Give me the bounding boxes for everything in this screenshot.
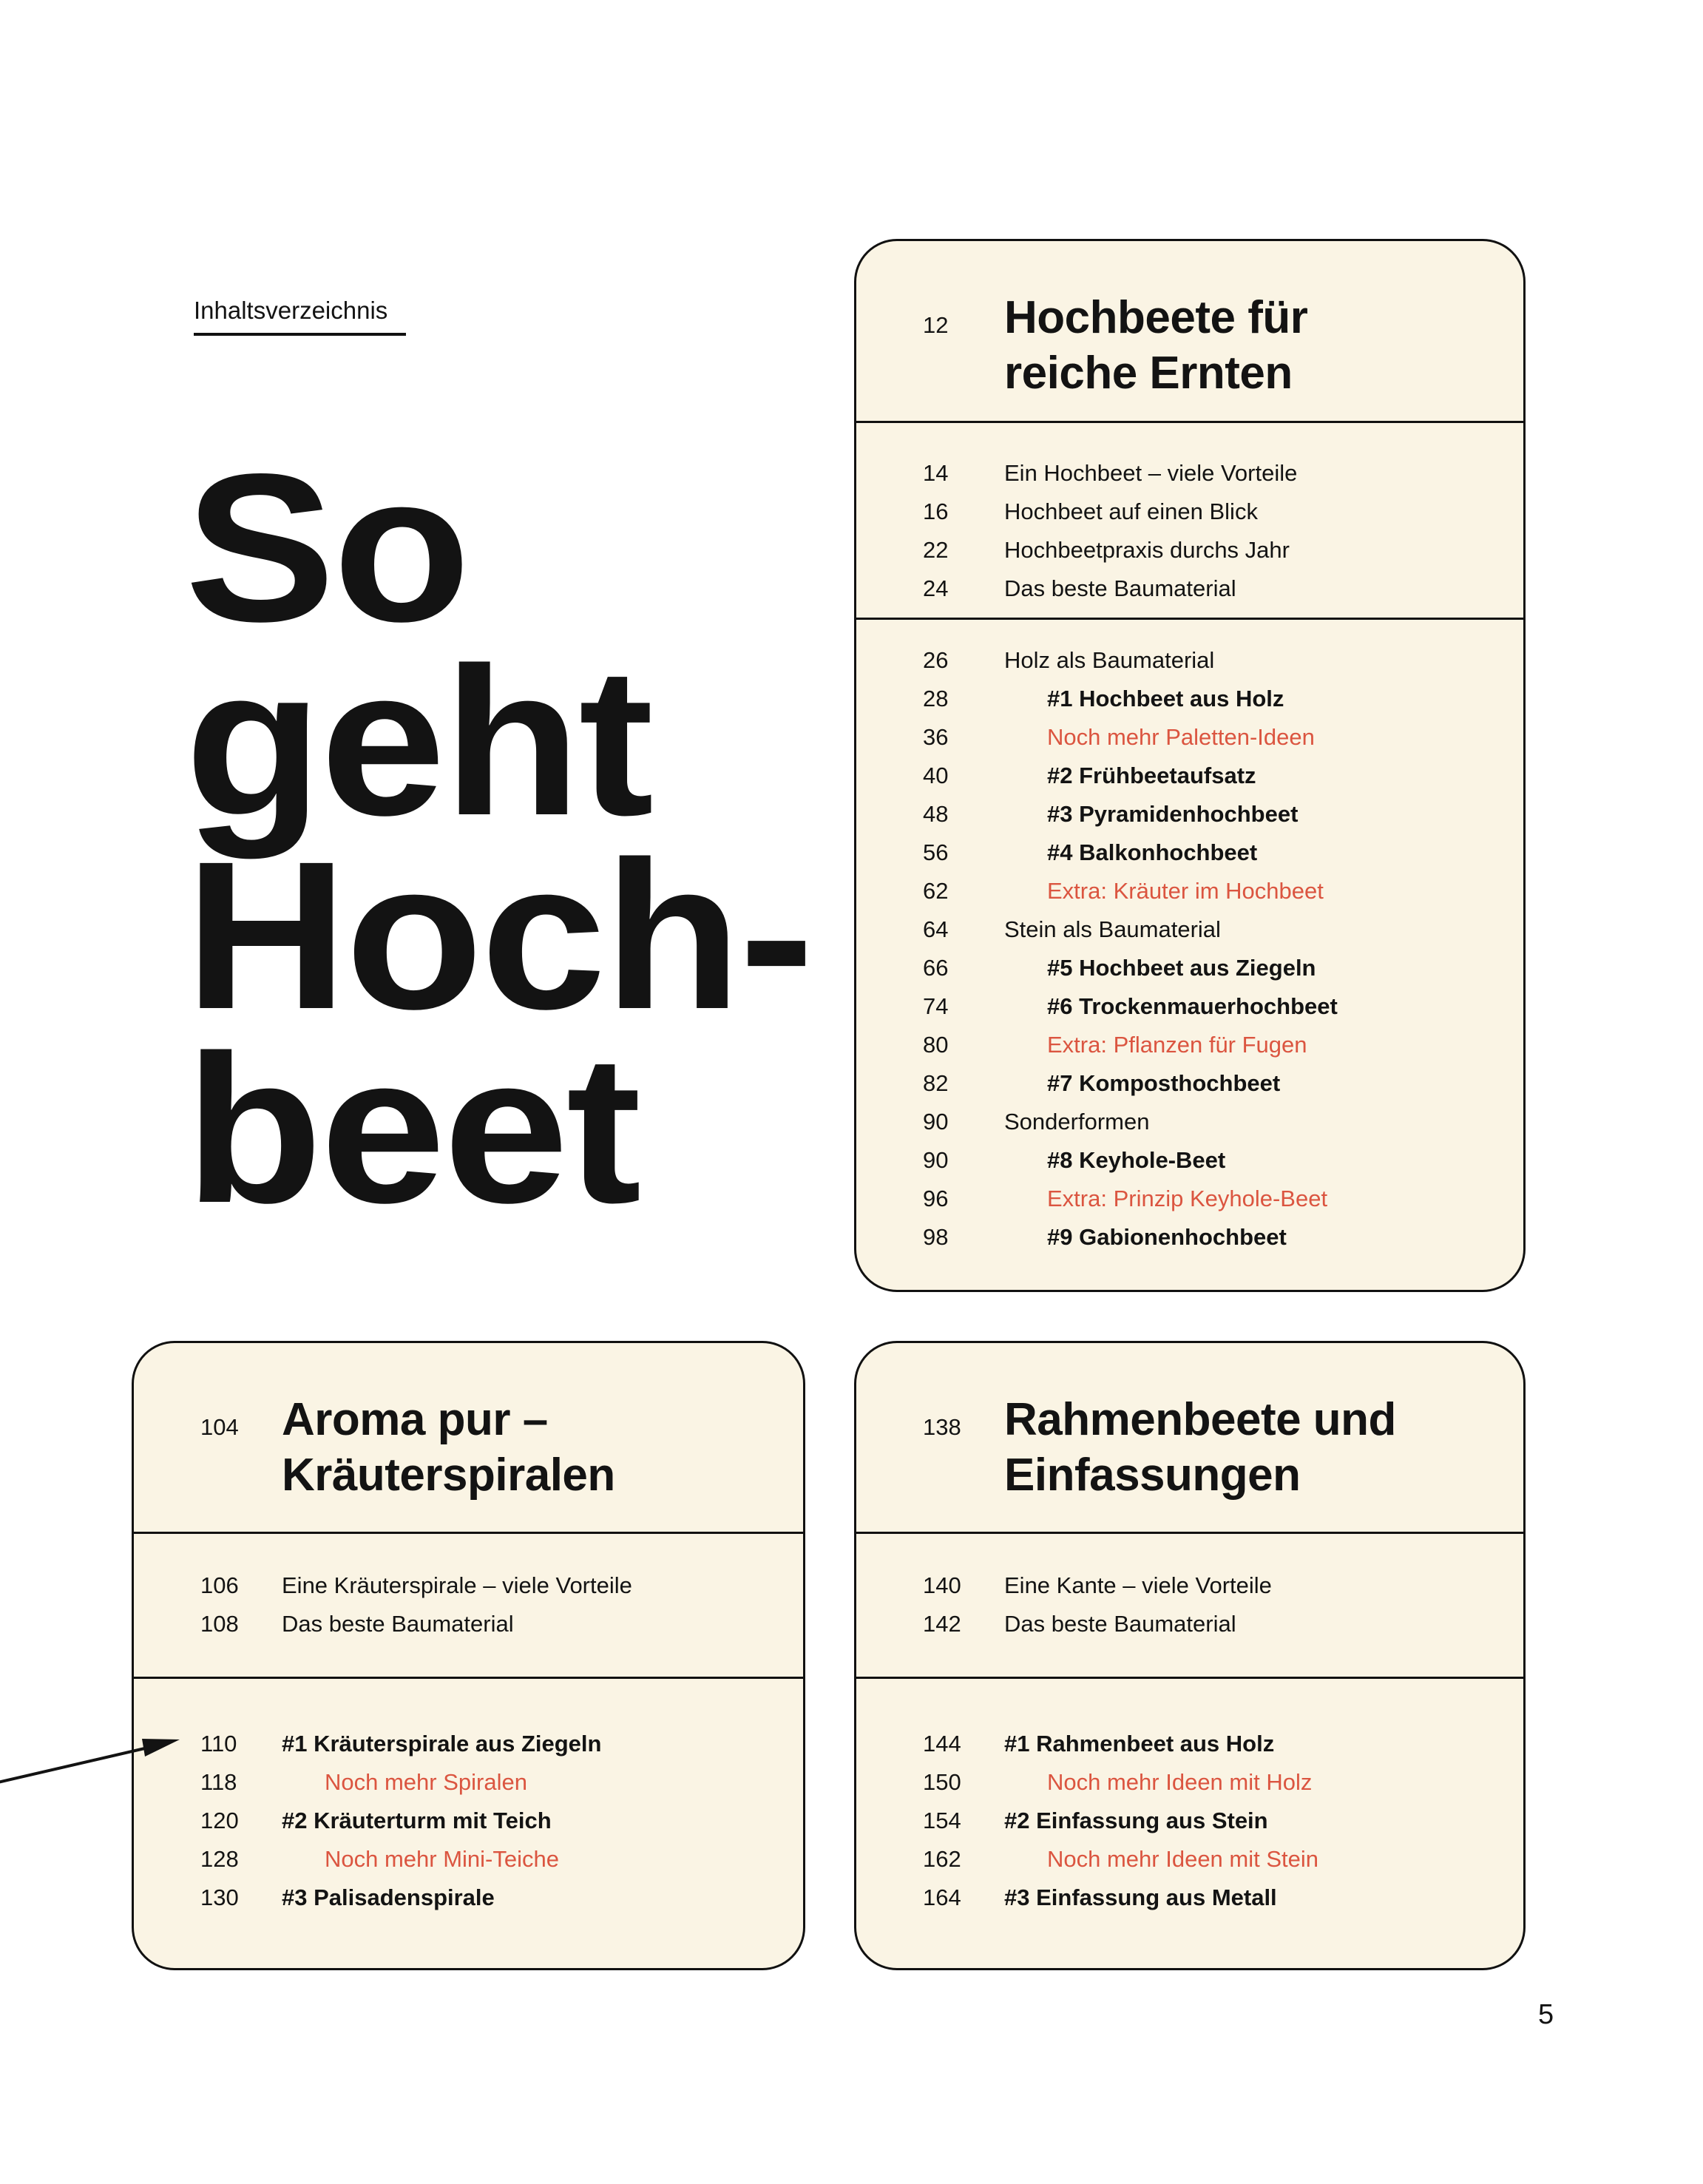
toc-entry-label: #4 Balkonhochbeet [1047,839,1258,865]
toc-entry [923,1141,1501,1180]
toc-entry [200,1566,781,1605]
toc-entry-page-number: 82 [923,1070,949,1096]
chapter-section [856,618,1523,1290]
annotation-arrow-line [0,1748,148,1785]
toc-entry-label: #2 Einfassung aus Stein [1004,1808,1268,1833]
toc-entry [923,1725,1501,1763]
toc-entry-page-number: 90 [923,1147,949,1173]
toc-entry [923,1840,1501,1879]
chapter-title-line: Hochbeete für [1004,292,1308,343]
toc-entry [923,454,1501,493]
chapter-section [856,1677,1523,1968]
toc-entry-label: Das beste Baumaterial [1004,575,1236,601]
toc-entry-label: #3 Palisadenspirale [282,1884,495,1910]
toc-entry-label: #6 Trockenmauerhochbeet [1047,993,1338,1019]
chapter-title-line: Einfassungen [1004,1450,1301,1501]
toc-entry-page-number: 62 [923,878,949,904]
main-title-line-3: Hoch- [185,818,812,1053]
chapter-title-line: Aroma pur – [282,1394,548,1445]
toc-entry-page-number: 56 [923,839,949,865]
toc-entry-page-number: 22 [923,537,949,563]
toc-entry [923,718,1501,757]
toc-entry-label: Eine Kante – viele Vorteile [1004,1572,1272,1598]
toc-entry-page-number: 142 [923,1611,961,1637]
toc-entry [200,1879,781,1917]
chapter-section [134,1532,803,1677]
toc-entry-label: #5 Hochbeet aus Ziegeln [1047,955,1316,981]
toc-entry [923,1064,1501,1103]
toc-entry [923,1026,1501,1064]
main-title-line-1: So [185,430,469,666]
chapter-start-page: 138 [923,1414,961,1440]
toc-entry [923,1763,1501,1802]
main-title [185,430,812,1247]
toc-entry [923,795,1501,834]
toc-entry [923,949,1501,987]
toc-entry-label: Extra: Pflanzen für Fugen [1047,1032,1307,1058]
toc-entry-page-number: 98 [923,1224,949,1250]
toc-entry [200,1725,781,1763]
chapter-header [134,1343,803,1532]
chapter-title-line: Kräuterspiralen [282,1450,615,1501]
toc-entry-label: Noch mehr Mini-Teiche [325,1846,559,1872]
toc-entry-page-number: 48 [923,801,949,827]
chapter-title [282,1392,615,1503]
toc-entry-page-number: 128 [200,1846,239,1872]
toc-entry [923,569,1501,608]
toc-entry-page-number: 110 [200,1731,237,1757]
toc-entry-page-number: 64 [923,916,949,942]
chapter-section [856,421,1523,618]
toc-entry-page-number: 140 [923,1572,961,1598]
toc-entry-page-number: 36 [923,724,949,750]
toc-entry-label: Noch mehr Ideen mit Stein [1047,1846,1319,1872]
toc-entry-label: Ein Hochbeet – viele Vorteile [1004,460,1298,486]
toc-entry [923,680,1501,718]
toc-entry-page-number: 24 [923,575,949,601]
toc-entry-page-number: 90 [923,1109,949,1135]
chapter-box-hochbeete [854,239,1526,1292]
toc-entry [923,1879,1501,1917]
chapter-title-line: Rahmenbeete und [1004,1394,1396,1445]
toc-entry [923,872,1501,910]
chapter-title [1004,290,1307,401]
toc-entry [923,1180,1501,1218]
toc-entry-page-number: 164 [923,1884,961,1910]
toc-entry [923,1802,1501,1840]
toc-entry-label: Noch mehr Ideen mit Holz [1047,1769,1313,1795]
toc-entry-label: #2 Frühbeetaufsatz [1047,763,1256,788]
toc-entry [923,1605,1501,1643]
toc-entry-page-number: 144 [923,1731,961,1757]
toc-entry-label: #3 Einfassung aus Metall [1004,1884,1277,1910]
toc-entry [923,1566,1501,1605]
toc-entry-label: Noch mehr Paletten-Ideen [1047,724,1315,750]
chapter-title [1004,1392,1396,1503]
toc-entry-label: Das beste Baumaterial [282,1611,514,1637]
toc-entry-page-number: 96 [923,1186,949,1211]
toc-entry-label: Eine Kräuterspirale – viele Vorteile [282,1572,632,1598]
chapter-title-line: reiche Ernten [1004,348,1293,399]
toc-entry [923,834,1501,872]
toc-entry-page-number: 162 [923,1846,961,1872]
toc-entry [923,1218,1501,1257]
chapter-box-kraeuterspiralen [132,1341,805,1970]
chapter-section [856,1532,1523,1677]
toc-entry-page-number: 118 [200,1769,237,1795]
toc-entry-page-number: 154 [923,1808,961,1833]
toc-entry [923,757,1501,795]
toc-entry-label: Hochbeetpraxis durchs Jahr [1004,537,1290,563]
toc-entry-label: Sonderformen [1004,1109,1150,1135]
toc-entry-label: #1 Kräuterspirale aus Ziegeln [282,1731,602,1757]
toc-entry-page-number: 66 [923,955,949,981]
toc-entry-label: #1 Rahmenbeet aus Holz [1004,1731,1275,1757]
toc-entry-label: #3 Pyramidenhochbeet [1047,801,1299,827]
toc-entry [200,1840,781,1879]
toc-entry-page-number: 106 [200,1572,239,1598]
chapter-start-page: 12 [923,312,949,338]
toc-entry-label: Extra: Kräuter im Hochbeet [1047,878,1324,904]
chapter-section [134,1677,803,1968]
toc-entry-page-number: 120 [200,1808,239,1833]
chapter-header [856,1343,1523,1532]
toc-entry-page-number: 130 [200,1884,239,1910]
toc-entry-label: Holz als Baumaterial [1004,647,1215,673]
toc-entry-page-number: 14 [923,460,949,486]
toc-entry-label: #2 Kräuterturm mit Teich [282,1808,552,1833]
toc-entry [923,910,1501,949]
chapter-start-page: 104 [200,1414,239,1440]
toc-page-label: Inhaltsverzeichnis [194,296,406,336]
toc-entry-page-number: 40 [923,763,949,788]
toc-entry-label: Extra: Prinzip Keyhole-Beet [1047,1186,1328,1211]
toc-entry [200,1605,781,1643]
chapter-header [856,241,1523,421]
toc-entry-label: Hochbeet auf einen Blick [1004,498,1258,524]
toc-entry-label: #8 Keyhole-Beet [1047,1147,1226,1173]
toc-entry [200,1763,781,1802]
toc-entry [923,1103,1501,1141]
toc-entry-page-number: 150 [923,1769,961,1795]
toc-entry-page-number: 28 [923,686,949,711]
toc-entry [200,1802,781,1840]
toc-entry-page-number: 108 [200,1611,239,1637]
toc-entry-page-number: 74 [923,993,949,1019]
toc-entry-label: Stein als Baumaterial [1004,916,1221,942]
toc-entry-page-number: 80 [923,1032,949,1058]
main-title-line-4: beet [185,1012,640,1247]
main-title-line-2: geht [185,624,651,859]
toc-entry-label: #7 Komposthochbeet [1047,1070,1281,1096]
toc-entry [923,493,1501,531]
toc-entry-page-number: 26 [923,647,949,673]
chapter-box-rahmenbeete [854,1341,1526,1970]
toc-entry-label: Das beste Baumaterial [1004,1611,1236,1637]
toc-entry [923,641,1501,680]
toc-entry-label: #1 Hochbeet aus Holz [1047,686,1284,711]
toc-entry-label: #9 Gabionenhochbeet [1047,1224,1287,1250]
toc-entry [923,987,1501,1026]
folio-page-number: 5 [1538,1999,1554,2030]
toc-entry-label: Noch mehr Spiralen [325,1769,527,1795]
toc-entry-page-number: 16 [923,498,949,524]
toc-entry [923,531,1501,569]
